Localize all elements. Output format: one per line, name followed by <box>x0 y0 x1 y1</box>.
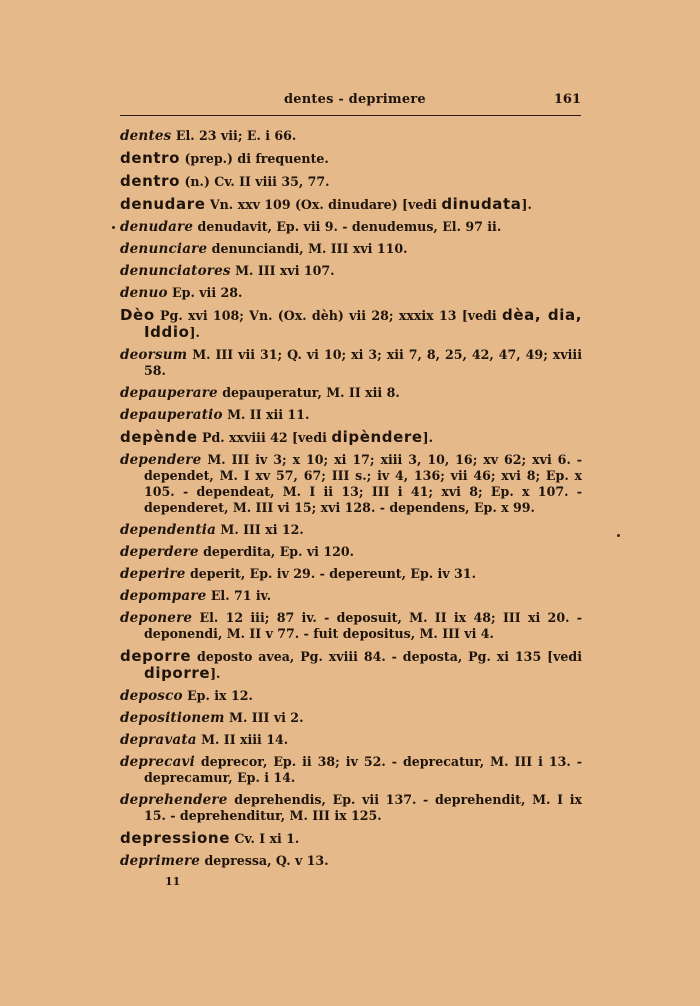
entry-text: denudavit, Ep. vii 9. - denudemus, El. 97 ii. <box>193 219 502 234</box>
dictionary-entry <box>120 196 582 213</box>
entry-headword: deperdere <box>120 544 199 560</box>
entry-cross-reference: dèa, dia, Iddio <box>144 306 582 341</box>
entry-cross-reference: dinudata <box>441 195 522 213</box>
entry-text: M. III iv 3; x 10; xi 17; xiii 3, 10, 16; xv 62; xvi 6. - dependet, M. I xv 57, 67; III s.; iv 4, 136; vii 46; xvi 8; Ep. x 105. - dependeat, M. I ii 13; III i 41; xvi 8; Ep. x 107. - dependeret, M. III vi 15; xvi 128. - dependens, Ep. x 99. <box>144 452 582 515</box>
entry-headword: dentes <box>120 128 172 144</box>
dictionary-entry <box>120 853 582 869</box>
dictionary-entry <box>120 610 582 642</box>
entry-text: El. 12 iii; 87 iv. - deposuit, M. II ix 48; III xi 20. - deponendi, M. II v 77. - fuit depositus, M. III vi 4. <box>144 610 582 641</box>
dictionary-entry <box>120 754 582 786</box>
entry-headword: denuo <box>120 285 168 301</box>
entry-headword: deprecavi <box>120 754 195 770</box>
entry-text: depauperatur, M. II xii 8. <box>217 385 400 400</box>
entry-headword: deponere <box>120 610 193 626</box>
entry-headword: depositionem <box>120 710 225 726</box>
entry-text: El. 71 iv. <box>206 588 272 603</box>
entry-text: deprehendis, Ep. vii 137. - deprehendit, M. I ix 15. - deprehenditur, M. III ix 125. <box>144 792 582 823</box>
entry-text: deperit, Ep. iv 29. - depereunt, Ep. iv 31. <box>185 566 476 581</box>
entry-headword: depauperatio <box>120 407 223 423</box>
entry-text: M. III xi 12. <box>216 522 304 537</box>
entry-text: denunciandi, M. III xvi 110. <box>207 241 408 256</box>
dictionary-entry <box>120 128 582 144</box>
dictionary-entry <box>120 150 582 167</box>
entry-headword: denunciatores <box>120 263 231 279</box>
page-number: 161 <box>553 92 581 107</box>
entry-text: Ep. vii 28. <box>167 285 243 300</box>
entry-headword: dentro <box>120 172 181 190</box>
entry-headword: Dèo <box>120 306 155 324</box>
entry-cross-reference: dipèndere <box>331 428 423 446</box>
entry-text: M. II xii 11. <box>222 407 310 422</box>
entry-headword: deposco <box>120 688 183 704</box>
dictionary-entry <box>120 648 582 682</box>
entry-text: Cv. I xi 1. <box>229 831 300 846</box>
entry-text: M. III xvi 107. <box>230 263 335 278</box>
dictionary-entry <box>120 219 582 235</box>
dictionary-entry <box>120 452 582 516</box>
dictionary-entry <box>120 792 582 824</box>
dictionary-entry <box>120 407 582 423</box>
entry-headword: depravata <box>120 732 197 748</box>
entry-headword: depènde <box>120 428 198 446</box>
entry-tail: ]. <box>521 197 532 212</box>
entry-text: deprecor, Ep. ii 38; iv 52. - deprecatur, M. III i 13. - deprecamur, Ep. i 14. <box>144 754 582 785</box>
entry-text: M. II xiii 14. <box>196 732 289 747</box>
entry-headword: deorsum <box>120 347 188 363</box>
signature-mark: 11 <box>165 875 181 888</box>
dictionary-entry <box>120 241 582 257</box>
entry-headword: denudare <box>120 219 194 235</box>
page-header <box>120 92 581 114</box>
entry-cross-reference: diporre <box>144 664 211 682</box>
dictionary-entries <box>120 128 582 875</box>
dictionary-entry <box>120 566 582 582</box>
dictionary-entry <box>120 830 582 847</box>
dictionary-entry <box>120 544 582 560</box>
entry-tail: ]. <box>210 666 221 681</box>
entry-headword: deporre <box>120 647 192 665</box>
entry-text: depressa, Q. v 13. <box>200 853 329 868</box>
dictionary-entry <box>120 522 582 538</box>
entry-text: (prep.) di frequente. <box>180 151 329 166</box>
dictionary-entry <box>120 173 582 190</box>
dictionary-entry <box>120 285 582 301</box>
entry-headword: deprehendere <box>120 792 228 808</box>
running-head: dentes - deprimere <box>284 92 426 107</box>
entry-headword: deperire <box>120 566 186 582</box>
entry-text: Vn. xxv 109 (Ox. dinudare) [vedi <box>205 197 442 212</box>
entry-text: M. III vi 2. <box>224 710 304 725</box>
dictionary-entry <box>120 385 582 401</box>
dictionary-entry <box>120 347 582 379</box>
entry-headword: depompare <box>120 588 207 604</box>
entry-text: Pg. xvi 108; Vn. (Ox. dèh) vii 28; xxxix 13 [vedi <box>154 308 503 323</box>
entry-headword: denudare <box>120 195 206 213</box>
entry-headword: dependere <box>120 452 202 468</box>
entry-headword: dentro <box>120 149 181 167</box>
entry-text: Pd. xxviii 42 [vedi <box>197 430 332 445</box>
dictionary-entry <box>120 710 582 726</box>
entry-text: M. III vii 31; Q. vi 10; xi 3; xii 7, 8, 25, 42, 47, 49; xviii 58. <box>144 347 582 378</box>
entry-text: Ep. ix 12. <box>182 688 253 703</box>
entry-text: deposto avea, Pg. xviii 84. - deposta, Pg. xi 135 [vedi <box>191 649 582 664</box>
dictionary-entry <box>120 588 582 604</box>
margin-mark <box>112 226 115 229</box>
dictionary-entry <box>120 263 582 279</box>
entry-headword: depauperare <box>120 385 218 401</box>
entry-text: deperdita, Ep. vi 120. <box>198 544 355 559</box>
entry-headword: dependentia <box>120 522 217 538</box>
entry-headword: denunciare <box>120 241 208 257</box>
entry-text: (n.) Cv. II viii 35, 77. <box>180 174 330 189</box>
entry-tail: ]. <box>422 430 434 445</box>
dictionary-entry <box>120 307 582 341</box>
entry-headword: deprimere <box>120 853 201 869</box>
margin-dot <box>617 534 620 537</box>
dictionary-entry <box>120 732 582 748</box>
dictionary-entry <box>120 688 582 704</box>
entry-text: El. 23 vii; E. i 66. <box>171 128 297 143</box>
dictionary-entry <box>120 429 582 446</box>
entry-headword: depressione <box>120 829 230 847</box>
entry-tail: ]. <box>189 325 200 340</box>
header-rule <box>120 115 581 116</box>
